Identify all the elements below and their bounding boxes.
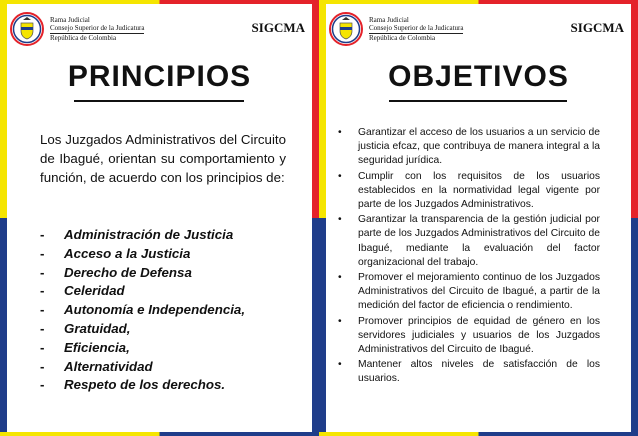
list-bullet: •	[338, 170, 342, 182]
principle-item	[40, 376, 245, 395]
principle-text: Acceso a la Justicia	[64, 245, 191, 261]
objective-item	[336, 213, 600, 270]
institution-header	[369, 16, 463, 42]
title-underline	[74, 100, 244, 102]
principle-text: Derecho de Defensa	[64, 264, 192, 280]
bottom-color-bar	[319, 432, 638, 436]
objective-text: Promover el mejoramiento continuo de los Juzgados Administrativos del Circuito de Ibagué, a partir de la medición del factor de eficiencia o rendimiento.	[358, 272, 600, 312]
institution-header	[50, 16, 144, 42]
colombia-coat-of-arms-icon	[10, 12, 44, 46]
list-dash: -	[40, 264, 45, 280]
principle-item	[40, 339, 245, 358]
sigcma-label: SIGCMA	[570, 20, 624, 35]
objective-text: Garantizar la transparencia de la gestión judicial por parte de los Juzgados Administrativos del Circuito de Ibagué, mediante la evaluación del factor organizacional del trabajo.	[358, 214, 600, 268]
principle-text: Respeto de los derechos.	[64, 377, 226, 393]
institution-line-3: República de Colombia	[50, 34, 117, 42]
list-dash: -	[40, 320, 45, 336]
objective-item	[336, 315, 600, 358]
objective-text: Cumplir con los requisitos de los usuarios establecidos en la normatividad legal vigente por parte de los Juzgados Administrativos.	[358, 170, 600, 211]
list-dash: -	[40, 283, 45, 299]
institution-line-1: Rama Judicial	[50, 16, 90, 24]
principle-text: Gratuidad,	[64, 320, 131, 336]
principle-item	[40, 245, 245, 264]
principle-text: Celeridad	[64, 283, 125, 299]
list-bullet: •	[338, 315, 342, 327]
list-dash: -	[40, 227, 45, 242]
principle-item	[40, 226, 245, 245]
list-dash: -	[40, 245, 45, 261]
list-bullet: •	[338, 272, 342, 284]
colombia-coat-of-arms-icon	[329, 12, 363, 46]
objectives-list	[336, 126, 600, 388]
objective-item	[336, 126, 600, 169]
principios-intro: Los Juzgados Administrativos del Circuito de Ibagué, orientan su comportamiento y función, de acuerdo con los principios de:	[40, 132, 286, 185]
bottom-color-bar	[0, 432, 319, 436]
list-dash: -	[40, 377, 45, 393]
principios-title: PRINCIPIOS	[67, 60, 252, 93]
principles-list	[40, 226, 245, 395]
principle-item	[40, 358, 245, 377]
objective-text: Promover principios de equidad de género en los servidores judiciales y usuarios de los Juzgados Administrativos del Circuito de Ibagué.	[358, 315, 600, 356]
list-dash: -	[40, 302, 45, 318]
principle-text: Administración de Justicia	[64, 227, 234, 242]
principle-text: Autonomía e Independencia,	[64, 302, 246, 318]
objective-text: Mantener altos niveles de satisfacción de los usuarios.	[358, 359, 600, 385]
principle-text: Eficiencia,	[64, 339, 130, 355]
institution-line-2: Consejo Superior de la Judicatura	[369, 24, 464, 32]
principle-item	[40, 301, 245, 320]
list-bullet: •	[338, 214, 342, 226]
principle-item	[40, 320, 245, 339]
institution-line-3: República de Colombia	[369, 34, 436, 42]
principle-item	[40, 264, 245, 283]
list-dash: -	[40, 339, 45, 355]
principle-text: Alternatividad	[64, 358, 153, 374]
list-bullet: •	[338, 127, 342, 138]
objective-text: Garantizar el acceso de los usuarios a un servicio de justicia efcaz, que contribuya de manera integral a la seguridad jurídica.	[358, 127, 600, 167]
objetivos-title: OBJETIVOS	[388, 60, 569, 93]
institution-line-2: Consejo Superior de la Judicatura	[50, 24, 145, 32]
objective-item	[336, 358, 600, 386]
institution-line-1: Rama Judicial	[369, 16, 409, 24]
list-dash: -	[40, 358, 45, 374]
principle-item	[40, 282, 245, 301]
title-underline	[389, 100, 567, 102]
objective-item	[336, 170, 600, 213]
list-bullet: •	[338, 359, 342, 371]
objective-item	[336, 271, 600, 314]
sigcma-label: SIGCMA	[251, 20, 305, 35]
